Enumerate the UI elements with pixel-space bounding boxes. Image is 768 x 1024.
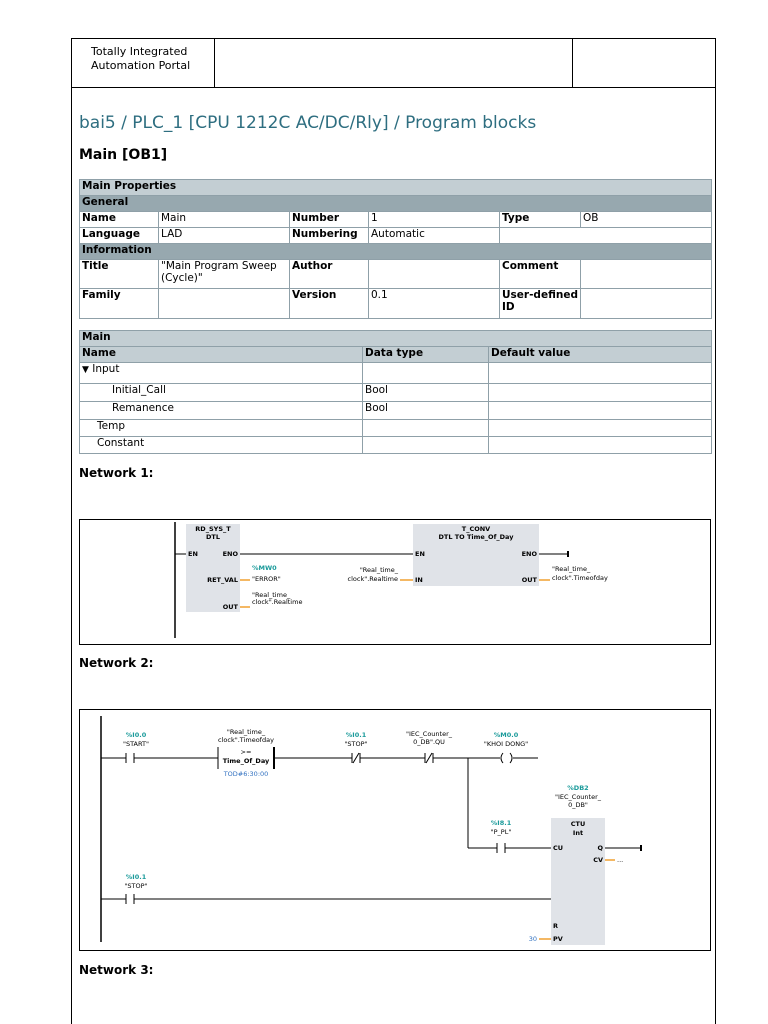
ret-val-pin: RET_VAL [207, 576, 238, 584]
in-tag-line1: "Real_time_ [359, 566, 398, 574]
network-2-diagram [79, 709, 711, 951]
out2-tag-line1: "Real_time_ [552, 565, 591, 573]
stop-tag: "STOP" [344, 740, 368, 748]
title-value: "Main Program Sweep (Cycle)" [159, 260, 290, 289]
page-header [72, 38, 715, 88]
rd-sys-t-type: DTL [206, 533, 220, 541]
var-type: Bool [363, 384, 489, 402]
col-type-header: Data type [363, 347, 489, 363]
family-value [159, 289, 290, 319]
path-title: bai5 / PLC_1 [CPU 1212C AC/DC/Rly] / Program blocks [79, 113, 537, 133]
var-default [489, 384, 712, 402]
coil-khoi-dong [510, 753, 512, 763]
cmp-type: Time_Of_Day [222, 757, 270, 765]
cmp-operator: >= [240, 748, 252, 756]
empty-cell [500, 228, 712, 244]
var-name: Remanence [112, 402, 174, 414]
cv-pin: CV [593, 856, 603, 864]
network-3-title: Network 3: [79, 963, 154, 977]
general-section: General [80, 196, 712, 212]
in-pin: IN [415, 576, 423, 584]
numbering-label: Numbering [290, 228, 369, 244]
constant-row [80, 437, 363, 454]
ppl-address: %I8.1 [490, 819, 512, 827]
start-address: %I0.0 [125, 731, 147, 739]
table-row [80, 384, 363, 402]
comment-value [581, 260, 712, 289]
cmp-tag-line1: "Real_time_ [226, 728, 266, 736]
ctu-block [551, 818, 605, 945]
t-conv-type: DTL TO Time_Of_Day [438, 533, 514, 541]
language-label: Language [80, 228, 159, 244]
network-1-svg [80, 520, 710, 644]
stop2-tag: "STOP" [124, 882, 148, 890]
stop2-address: %I0.1 [125, 873, 147, 881]
r-pin: R [553, 922, 559, 930]
col-name-header: Name [80, 347, 363, 363]
qu-tag-line1: "IEC_Counter_ [405, 730, 453, 738]
network-1-diagram [79, 519, 711, 645]
en-pin-1: EN [188, 550, 198, 558]
block-title: Main [OB1] [79, 147, 168, 163]
network-2-title: Network 2: [79, 656, 154, 670]
t-conv-name: T_CONV [461, 525, 491, 533]
table-row [80, 402, 363, 420]
eno-pin-2: ENO [521, 550, 537, 558]
ppl-tag: "P_PL" [490, 828, 512, 836]
input-type-cell [363, 363, 489, 384]
out-pin-2: OUT [521, 576, 537, 584]
start-tag: "START" [122, 740, 150, 748]
temp-default [489, 420, 712, 437]
portal-line-2: Automation Portal [91, 59, 191, 72]
stop-address: %I0.1 [345, 731, 367, 739]
constant-type [363, 437, 489, 454]
in-tag-line2: clock".Realtime [347, 575, 398, 583]
portal-line-1: Totally Integrated [91, 45, 188, 58]
temp-label: Temp [97, 420, 125, 432]
portal-name-cell [72, 39, 215, 87]
var-type: Bool [363, 402, 489, 420]
ctu-type: Int [572, 829, 584, 837]
family-label: Family [80, 289, 159, 319]
coil-tag: "KHOI DONG" [483, 740, 529, 748]
number-value: 1 [369, 212, 500, 228]
properties-table [79, 179, 712, 319]
comment-label: Comment [500, 260, 581, 289]
triangle-down-icon[interactable]: ▼ [82, 365, 89, 375]
title-label: Title [80, 260, 159, 289]
language-value: LAD [159, 228, 290, 244]
number-label: Number [290, 212, 369, 228]
contact-stop [353, 753, 359, 763]
input-label: Input [92, 363, 120, 375]
input-default-cell [489, 363, 712, 384]
author-value [369, 260, 500, 289]
contact-qu [426, 753, 432, 763]
out1-tag-line1: "Real_time_ [252, 591, 291, 599]
coil-address: %M0.0 [493, 731, 519, 739]
rd-sys-t-name: RD_SYS_T [195, 525, 231, 533]
out1-tag-line2: clock".Realtime [252, 598, 303, 606]
interface-table [79, 330, 712, 454]
input-row[interactable] [80, 363, 363, 384]
userid-label: User-defined ID [500, 289, 581, 319]
var-default [489, 402, 712, 420]
db-address: %DB2 [567, 784, 589, 792]
cv-value: ... [617, 856, 624, 864]
col-default-header: Default value [489, 347, 712, 363]
mw0-tag: "ERROR" [252, 575, 281, 583]
eno-pin-1: ENO [222, 550, 238, 558]
temp-type [363, 420, 489, 437]
cu-pin: CU [553, 844, 564, 852]
pv-pin: PV [553, 935, 563, 943]
mw0-address: %MW0 [252, 564, 277, 572]
header-divider [572, 39, 573, 87]
userid-value [581, 289, 712, 319]
constant-default [489, 437, 712, 454]
numbering-value: Automatic [369, 228, 500, 244]
cmp-value: TOD#6:30:00 [223, 770, 269, 778]
network-2-svg [80, 710, 710, 950]
name-value: Main [159, 212, 290, 228]
cmp-tag-line2: clock".Timeofday [218, 736, 274, 744]
version-label: Version [290, 289, 369, 319]
information-section: Information [80, 244, 712, 260]
coil-khoi-dong [501, 753, 503, 763]
name-label: Name [80, 212, 159, 228]
temp-row [80, 420, 363, 437]
type-label: Type [500, 212, 581, 228]
out-pin-1: OUT [222, 603, 238, 611]
ctu-name: CTU [570, 820, 586, 828]
pv-value: 30 [528, 935, 537, 943]
var-name: Initial_Call [112, 384, 166, 396]
author-label: Author [290, 260, 369, 289]
interface-section-title: Main [80, 331, 712, 347]
db-tag-line2: 0_DB" [568, 801, 588, 809]
en-pin-2: EN [415, 550, 425, 558]
qu-tag-line2: 0_DB".QU [413, 738, 445, 746]
document-page [71, 38, 716, 1024]
q-pin: Q [597, 844, 603, 852]
version-value: 0.1 [369, 289, 500, 319]
db-tag-line1: "IEC_Counter_ [554, 793, 602, 801]
type-value: OB [581, 212, 712, 228]
properties-section-title: Main Properties [80, 180, 712, 196]
network-1-title: Network 1: [79, 466, 154, 480]
out2-tag-line2: clock".Timeofday [552, 574, 608, 582]
constant-label: Constant [97, 437, 145, 449]
